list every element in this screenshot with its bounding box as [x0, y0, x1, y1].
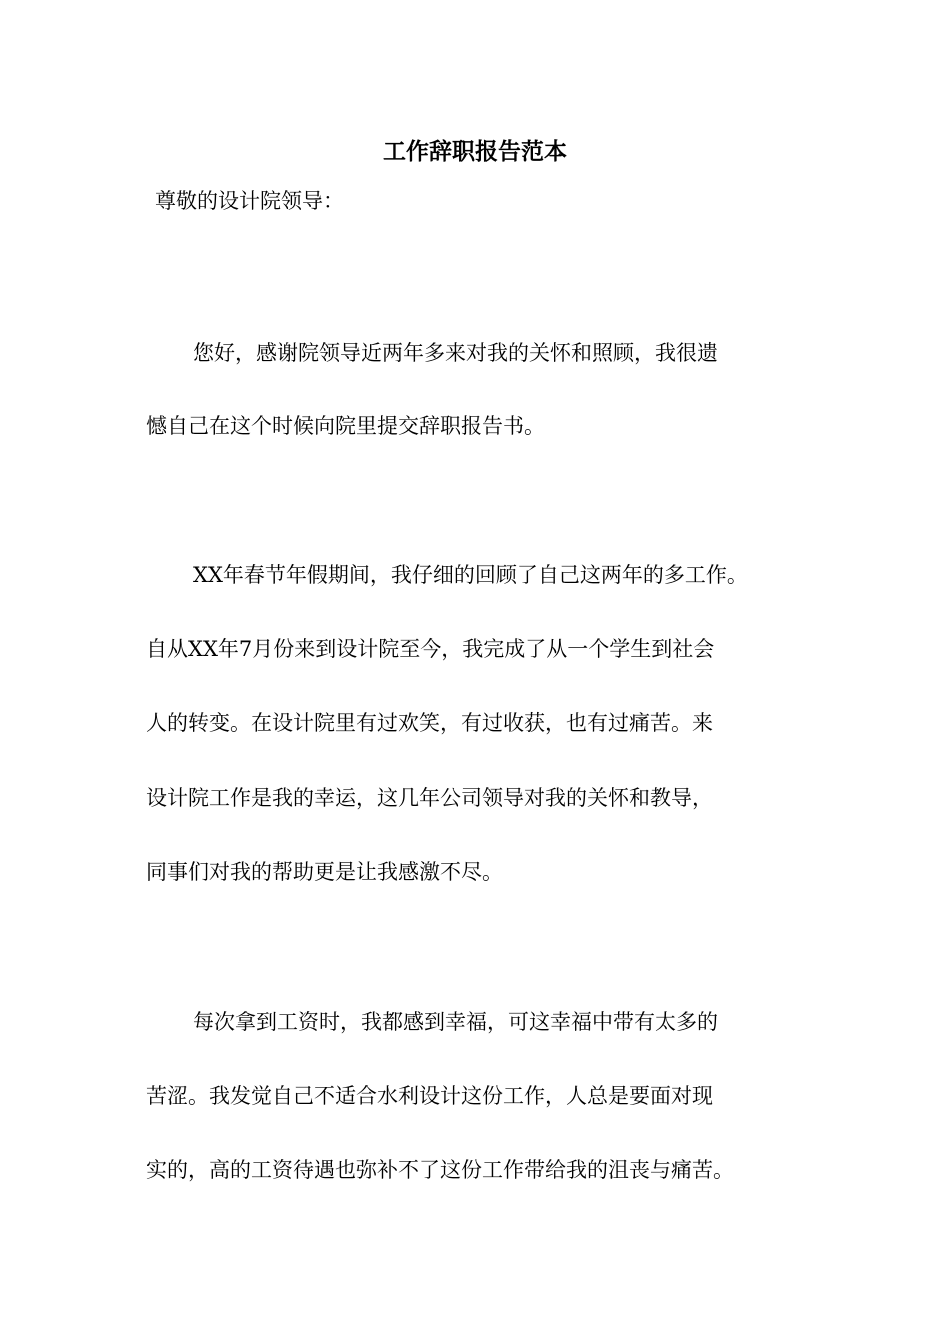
paragraph-line: 实的，高的工资待遇也弥补不了这份工作带给我的沮丧与痛苦。 — [146, 1158, 734, 1182]
paragraph-line: 人的转变。在设计院里有过欢笑，有过收获，也有过痛苦。来 — [146, 711, 713, 735]
paragraph-line: 每次拿到工资时，我都感到幸福，可这幸福中带有太多的 — [193, 1010, 718, 1034]
paragraph-line: 自从XX年7月份来到设计院至今，我完成了从一个学生到社会 — [146, 637, 715, 661]
paragraph-line: 憾自己在这个时候向院里提交辞职报告书。 — [146, 414, 545, 438]
paragraph-line: 苦涩。我发觉自己不适合水利设计这份工作，人总是要面对现 — [146, 1084, 713, 1108]
paragraph-line: 同事们对我的帮助更是让我感激不尽。 — [146, 860, 503, 884]
document-title: 工作辞职报告范本 — [383, 138, 567, 165]
paragraph-line: 设计院工作是我的幸运，这几年公司领导对我的关怀和教导， — [146, 786, 713, 810]
salutation: 尊敬的设计院领导： — [155, 189, 344, 213]
paragraph-line: XX年春节年假期间，我仔细的回顾了自己这两年的多工作。 — [193, 563, 748, 587]
paragraph-line: 您好，感谢院领导近两年多来对我的关怀和照顾，我很遗 — [193, 341, 718, 365]
